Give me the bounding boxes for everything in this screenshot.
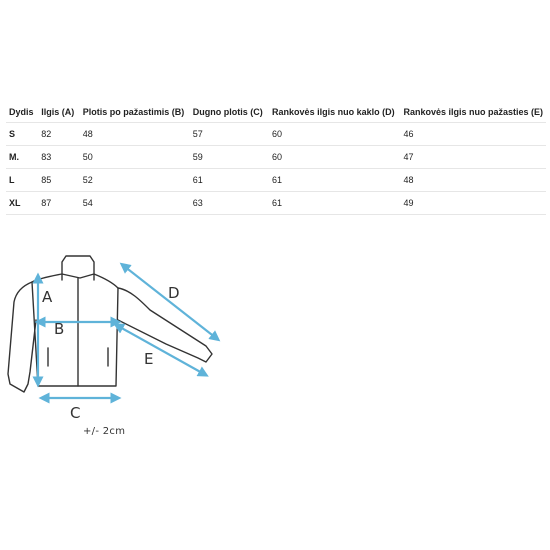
cell-sleeve-armpit: 46	[400, 123, 546, 146]
cell-hem-width: 57	[190, 123, 269, 146]
header-size: Dydis	[6, 101, 38, 123]
cell-length: 82	[38, 123, 79, 146]
cell-sleeve-neck: 61	[269, 169, 400, 192]
label-e: E	[144, 350, 154, 368]
header-length: Ilgis (A)	[38, 101, 79, 123]
measure-line-e	[118, 326, 204, 374]
label-a: A	[42, 288, 53, 306]
measurement-lines	[38, 266, 216, 398]
jacket-measurement-diagram	[0, 250, 260, 450]
table-row	[6, 146, 546, 169]
size-chart-table	[6, 101, 546, 215]
header-chest-width: Plotis po pažastimis (B)	[80, 101, 190, 123]
cell-length: 87	[38, 192, 79, 215]
cell-sleeve-armpit: 48	[400, 169, 546, 192]
label-c: C	[70, 404, 81, 422]
cell-length: 85	[38, 169, 79, 192]
cell-chest-width: 54	[80, 192, 190, 215]
header-hem-width: Dugno plotis (C)	[190, 101, 269, 123]
cell-size: M.	[6, 146, 38, 169]
header-sleeve-neck: Rankovės ilgis nuo kaklo (D)	[269, 101, 400, 123]
cell-sleeve-armpit: 47	[400, 146, 546, 169]
label-d: D	[168, 284, 180, 302]
table-row	[6, 192, 546, 215]
header-sleeve-armpit: Rankovės ilgis nuo pažasties (E)	[400, 101, 546, 123]
cell-sleeve-armpit: 49	[400, 192, 546, 215]
cell-chest-width: 48	[80, 123, 190, 146]
table-row	[6, 169, 546, 192]
cell-hem-width: 63	[190, 192, 269, 215]
cell-size: L	[6, 169, 38, 192]
cell-chest-width: 50	[80, 146, 190, 169]
cell-size: XL	[6, 192, 38, 215]
jacket-collar	[62, 256, 94, 278]
cell-hem-width: 59	[190, 146, 269, 169]
tolerance-note: +/- 2cm	[83, 426, 126, 437]
cell-sleeve-neck: 60	[269, 123, 400, 146]
cell-sleeve-neck: 61	[269, 192, 400, 215]
jacket-left-sleeve	[8, 282, 36, 392]
label-b: B	[54, 320, 65, 338]
table-header-row	[6, 101, 546, 123]
cell-sleeve-neck: 60	[269, 146, 400, 169]
measure-line-d	[124, 266, 216, 338]
cell-chest-width: 52	[80, 169, 190, 192]
table-row	[6, 123, 546, 146]
cell-hem-width: 61	[190, 169, 269, 192]
cell-size: S	[6, 123, 38, 146]
cell-length: 83	[38, 146, 79, 169]
